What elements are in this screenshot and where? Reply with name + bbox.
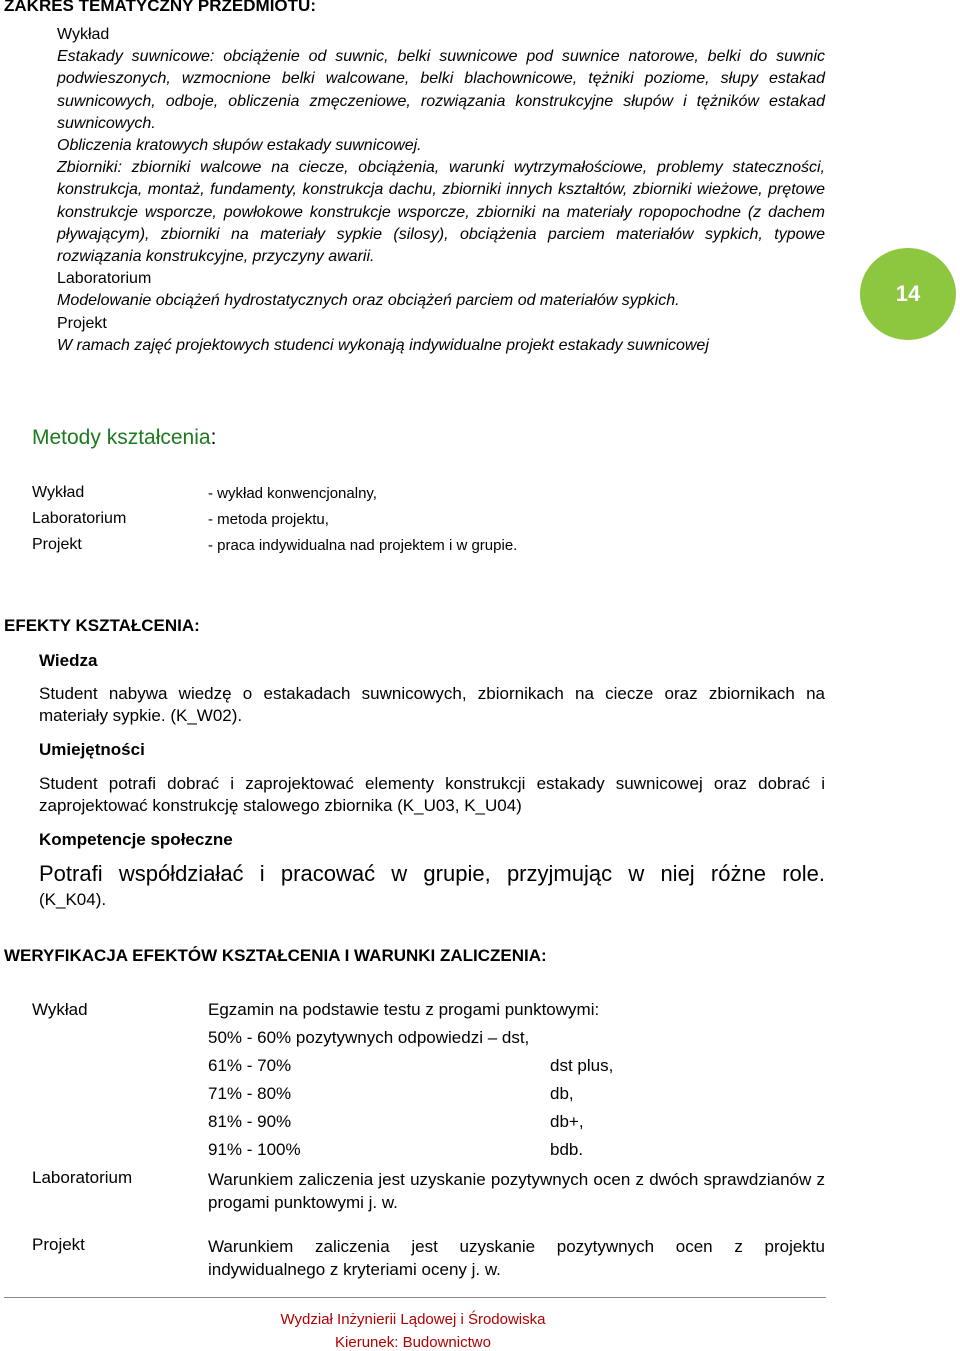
metody-heading-text: Metody kształcenia: [32, 426, 211, 449]
kompetencje-text-line2: (K_K04).: [39, 890, 107, 909]
egzamin-text: Egzamin na podstawie testu z progami punktowymi:: [208, 1000, 600, 1019]
metody-label-projekt: Projekt: [32, 536, 82, 553]
wiedza-heading: Wiedza: [39, 651, 98, 670]
section-heading-weryfikacja: WERYFIKACJA EFEKTÓW KSZTAŁCENIA I WARUNKI ZALICZENIA:: [4, 946, 547, 965]
grade-row-grade: db,: [550, 1084, 574, 1103]
kompetencje-text-line1: Potrafi współdziałać i pracować w grupie, przyjmując w niej różne role.: [39, 861, 825, 886]
section-heading-zakres: ZAKRES TEMATYCZNY PRZEDMIOTU:: [4, 0, 316, 15]
metody-label-wyklad: Wykład: [32, 484, 85, 501]
metody-value-wyklad: - wykład konwencjonalny,: [208, 485, 377, 502]
laboratorium-label: Laboratorium: [57, 270, 152, 288]
weryfikacja-label-wyklad: Wykład: [32, 1000, 88, 1019]
weryfikacja-label-projekt: Projekt: [32, 1235, 85, 1254]
metody-value-projekt: - praca indywidualna nad projektem i w grupie.: [208, 537, 518, 554]
weryfikacja-label-laboratorium: Laboratorium: [32, 1168, 133, 1187]
grade-row-grade: bdb.: [550, 1140, 584, 1159]
laboratorium-text: Modelowanie obciążeń hydrostatycznych oraz obciążeń parciem od materiałów sypkich.: [57, 292, 680, 310]
grade-row-range: 50% - 60% pozytywnych odpowiedzi – dst,: [208, 1028, 530, 1047]
footer-divider: [4, 1297, 826, 1298]
grade-row-range: 61% - 70%: [208, 1056, 292, 1075]
zbiorniki-text: Zbiorniki: zbiorniki walcowe na ciecze, obciążenia, warunki wytrzymałościowe, problemy stateczności, konstrukcja, montaż, fundamenty, konstrukcja dachu, zbiorniki innych kształtów, zbiorniki wieżowe, prętowe konstrukcje wsporcze, powłokowe konstrukcje wsporcze, zbiorniki na materiały ropopochodne (z dachem pływającym), zbiorniki na materiały sypkie (silosy), obciążenia parciem materiałów sypkich, typowe rozwiązania konstrukcyjne, przyczyny awarii.: [57, 159, 825, 266]
wiedza-text: Student nabywa wiedzę o estakadach suwnicowych, zbiornikach na ciecze oraz zbiornikach na materiały sypkie. (K_W02).: [39, 684, 825, 725]
umiejetnosci-heading: Umiejętności: [39, 740, 145, 759]
kompetencje-heading: Kompetencje społeczne: [39, 830, 233, 849]
grade-row-grade: db+,: [550, 1112, 584, 1131]
weryfikacja-laboratorium-text: Warunkiem zaliczenia jest uzyskanie pozytywnych ocen z dwóch sprawdzianów z progami punktowymi j. w.: [208, 1170, 825, 1212]
zakres-content: [57, 24, 825, 357]
umiejetnosci-text: Student potrafi dobrać i zaprojektować elementy konstrukcji estakady suwnicowej oraz dobrać i zaprojektować konstrukcję stalowego zbiornika (K_U03, K_U04): [39, 774, 825, 815]
grade-row-range: 71% - 80%: [208, 1084, 292, 1103]
projekt-label: Projekt: [57, 314, 107, 332]
metody-heading-colon: :: [210, 426, 217, 449]
obliczenia-text: Obliczenia kratowych słupów estakady suwnicowej.: [57, 137, 422, 155]
grade-row-range: 81% - 90%: [208, 1112, 292, 1131]
projekt-text: W ramach zajęć projektowych studenci wykonają indywidualne projekt estakady suwnicowej: [57, 336, 709, 354]
footer-faculty: Wydział Inżynierii Lądowej i Środowiska: [280, 1311, 546, 1328]
estakady-text: Estakady suwnicowe: obciążenie od suwnic, belki suwnicowe pod suwnice natorowe, belki do suwnic podwieszonych, wzmocnione belki walcowane, belki blachownicowe, tężniki poziome, słupy estakad suwnicowych, odboje, obliczenia zmęczeniowe, rozwiązania konstrukcyjne słupów i tężników estakad suwnicowych.: [57, 48, 825, 132]
metody-heading: [32, 426, 216, 450]
weryfikacja-projekt-text: Warunkiem zaliczenia jest uzyskanie pozytywnych ocen z projektu indywidualnego z kryteriami oceny j. w.: [208, 1237, 825, 1279]
grade-row-range: 91% - 100%: [208, 1140, 301, 1159]
footer-direction: Kierunek: Budownictwo: [335, 1334, 491, 1351]
grade-row-grade: dst plus,: [550, 1056, 614, 1075]
page-number-badge: 14: [860, 248, 956, 340]
section-heading-efekty: EFEKTY KSZTAŁCENIA:: [4, 616, 200, 635]
wyklad-label: Wykład: [57, 26, 110, 43]
metody-value-laboratorium: - metoda projektu,: [208, 511, 329, 528]
metody-label-laboratorium: Laboratorium: [32, 510, 127, 527]
